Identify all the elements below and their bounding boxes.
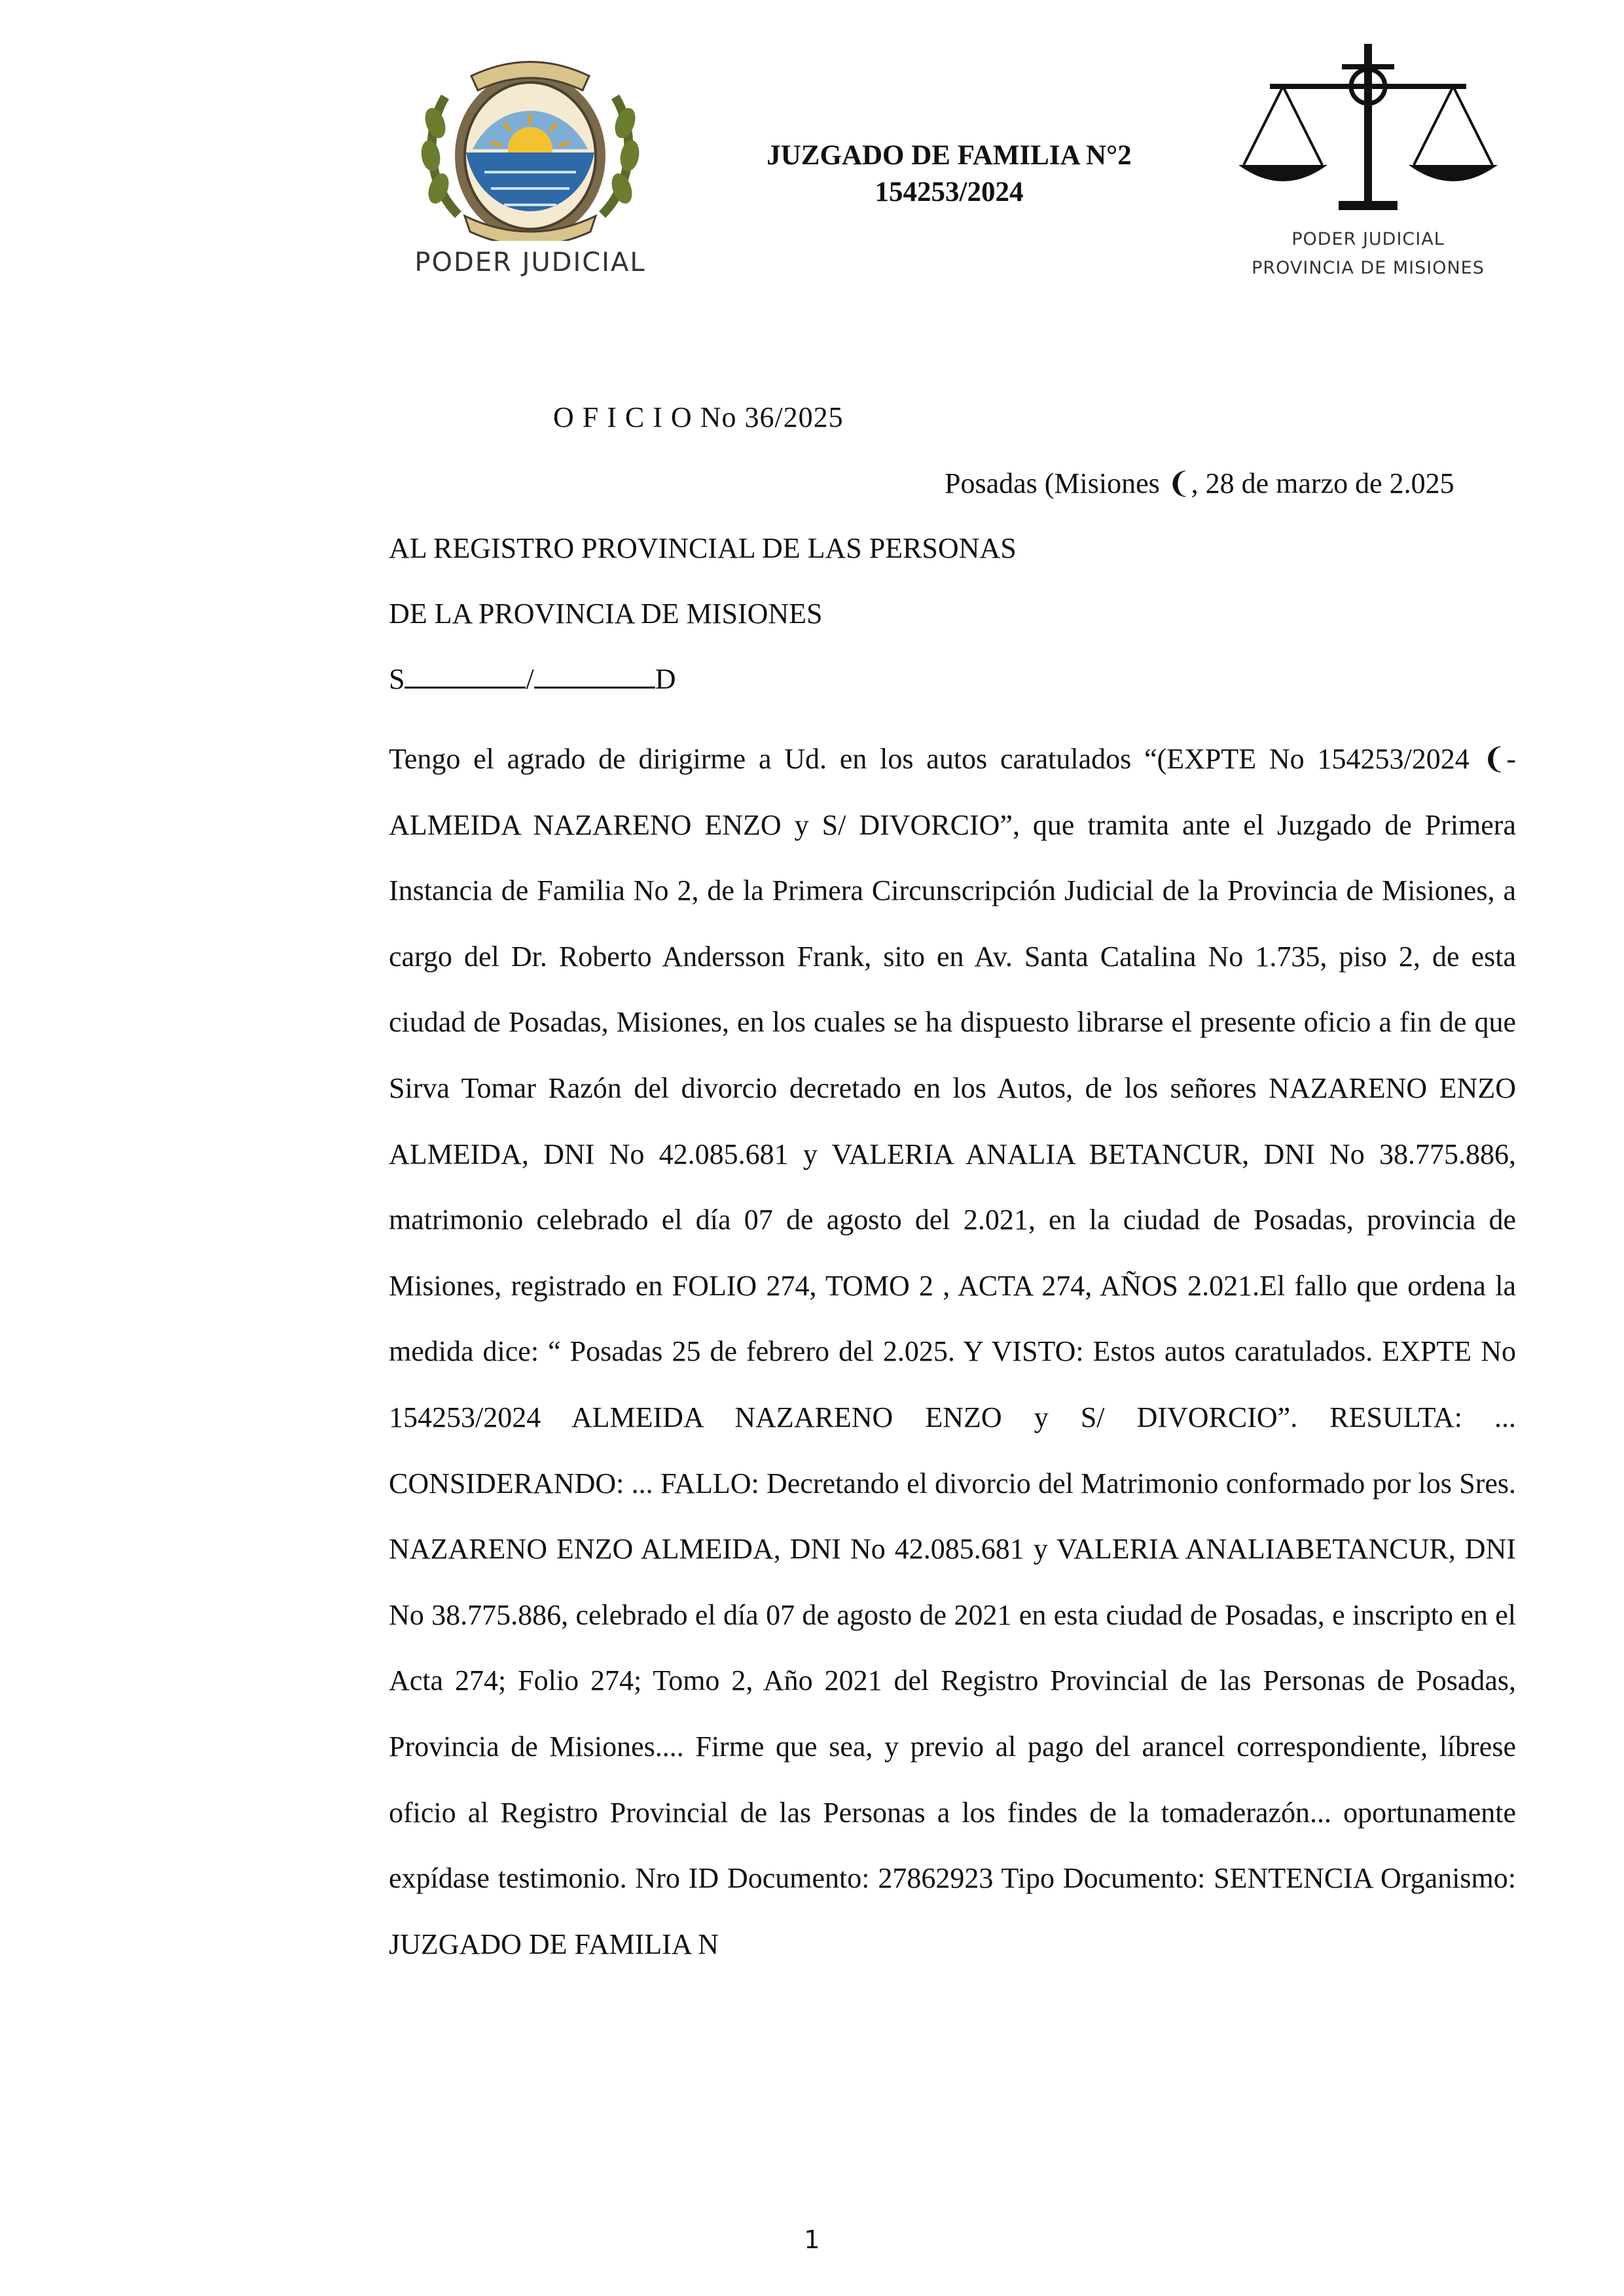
addressee-line-2: DE LA PROVINCIA DE MISIONES xyxy=(389,598,823,630)
sd-underline-2 xyxy=(534,664,655,689)
logo-right-caption-line1: PODER JUDICIAL xyxy=(1291,229,1445,249)
sd-right: D xyxy=(655,663,676,695)
oficio-title: O F I C I O No 36/2025 xyxy=(553,401,844,433)
logo-left-caption: PODER JUDICIAL xyxy=(414,247,646,278)
court-name: JUZGADO DE FAMILIA N°2 xyxy=(767,140,1132,171)
poder-judicial-provincia-logo xyxy=(1231,41,1506,289)
logo-right-caption-line2: PROVINCIA DE MISIONES xyxy=(1252,258,1485,278)
scales-of-justice-icon xyxy=(1231,41,1506,217)
su-despacho-line xyxy=(389,662,676,696)
page-number: 1 xyxy=(804,2225,820,2254)
logo-right-caption xyxy=(1231,225,1506,283)
sd-underline-1 xyxy=(405,664,526,689)
sd-left: S xyxy=(389,663,405,695)
provincia-de-misiones-coat-of-arms-icon xyxy=(399,51,661,241)
poder-judicial-misiones-logo xyxy=(399,51,661,287)
case-number: 154253/2024 xyxy=(875,177,1024,207)
addressee-line-1: AL REGISTRO PROVINCIAL DE LAS PERSONAS xyxy=(389,532,1017,564)
body-paragraph: Tengo el agrado de dirigirme a Ud. en los autos caratulados “(EXPTE No 154253/2024 ❨- ALMEIDA NAZARENO ENZO y S/ DIVORCIO”, que tramita ante el Juzgado de Primera Instancia de Familia No 2, de la Primera Circunscripción Judicial de la Provincia de Misiones, a cargo del Dr. Roberto Andersson Frank, sito en Av. Santa Catalina No 1.735, piso 2, de esta ciudad de Posadas, Misiones, en los cuales se ha dispuesto librarse el presente oficio a fin de que Sirva Tomar Razón del divorcio decretado en los Autos, de los señores NAZARENO ENZO ALMEIDA, DNI No 42.085.681 y VALERIA ANALIA BETANCUR, DNI No 38.775.886, matrimonio celebrado el día 07 de agosto del 2.021, en la ciudad de Posadas, provincia de Misiones, registrado en FOLIO 274, TOMO 2 , ACTA 274, AÑOS 2.021.El fallo que ordena la medida dice: “ Posadas 25 de febrero del 2.025. Y VISTO: Estos autos caratulados. EXPTE No 154253/2024 ALMEIDA NAZARENO ENZO y S/ DIVORCIO”. RESULTA: ... CONSIDERANDO: ... FALLO: Decretando el divorcio del Matrimonio conformado por los Sres. NAZARENO ENZO ALMEIDA, DNI No 42.085.681 y VALERIA ANALIABETANCUR, DNI No 38.775.886, celebrado el día 07 de agosto de 2021 en esta ciudad de Posadas, e inscripto en el Acta 274; Folio 274; Tomo 2, Año 2021 del Registro Provincial de las Personas de Posadas, Provincia de Misiones.... Firme que sea, y previo al pago del arancel correspondiente, líbrese oficio al Registro Provincial de las Personas a los findes de la tomaderazón... oportunamente expídase testimonio. Nro ID Documento: 27862923 Tipo Documento: SENTENCIA Organismo: JUZGADO DE FAMILIA N xyxy=(389,743,1516,1960)
document-header xyxy=(681,137,1218,211)
place-date: Posadas (Misiones ❨, 28 de marzo de 2.025 xyxy=(945,467,1454,499)
sd-mid: / xyxy=(526,663,534,695)
